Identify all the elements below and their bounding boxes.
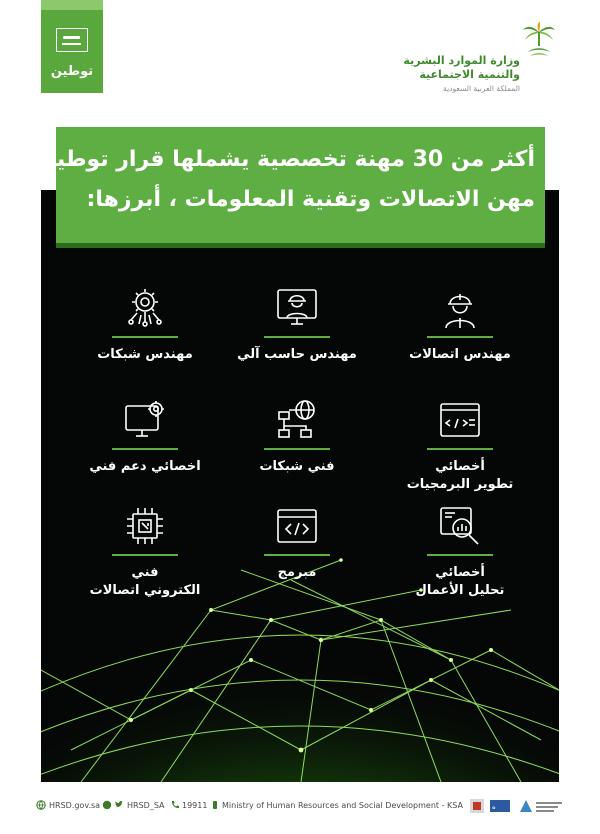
occupation-label: أخصائي xyxy=(435,459,485,474)
code-window-icon xyxy=(438,398,482,442)
footer-twitter[interactable]: HRSD_SA xyxy=(127,801,165,810)
partner-logos-icon xyxy=(468,796,564,818)
occupation-label: أخصائي xyxy=(435,565,485,580)
occupation-label: مهندس اتصالات xyxy=(409,347,511,362)
occupation-label: اخصائي دعم فني xyxy=(89,459,201,474)
engineer-helmet-icon xyxy=(438,286,482,330)
tawteen-tab xyxy=(41,0,103,93)
occupation-item xyxy=(212,286,382,364)
occupation-item xyxy=(375,286,545,364)
occupation-label-line2: الكتروني اتصالات xyxy=(89,583,201,598)
ministry-name-line2: والتنمية الاجتماعية xyxy=(419,68,520,81)
footer-ministry-name: Ministry of Human Resources and Social Development - KSA xyxy=(222,801,463,810)
saudi-flag-icon xyxy=(56,28,88,52)
palm-tree-icon xyxy=(522,22,556,62)
tab-top-strip xyxy=(41,0,103,10)
occupation-item xyxy=(375,504,545,600)
footer-website[interactable]: HRSD.gov.sa xyxy=(49,801,101,810)
network-globe-icon xyxy=(275,398,319,442)
occupation-item xyxy=(212,504,382,582)
occupation-label: مهندس حاسب آلي xyxy=(237,347,357,362)
twitter-icon xyxy=(114,800,124,810)
svg-text:ه: ه xyxy=(492,803,496,811)
occupation-label-line2: تطوير البرمجيات xyxy=(406,477,514,492)
social-icon xyxy=(102,800,112,810)
chip-circuit-icon xyxy=(123,504,167,548)
phone-icon xyxy=(210,800,220,810)
occupation-label: فني xyxy=(131,565,159,580)
headline-line1: أكثر من 30 مهنة تخصصية يشملها قرار توطين xyxy=(37,147,535,172)
globe-icon xyxy=(36,800,46,810)
programming-window-icon xyxy=(275,504,319,548)
tawteen-label: توطين xyxy=(50,64,94,79)
occupation-label: فني شبكات xyxy=(259,459,335,474)
ministry-name-line1: وزارة الموارد البشرية xyxy=(403,54,520,67)
headline-line2: مهن الاتصالات وتقنية المعلومات ، أبرزها: xyxy=(86,187,535,212)
occupation-item xyxy=(60,504,230,600)
ministry-logo xyxy=(403,22,560,94)
network-gear-icon xyxy=(123,286,167,330)
occupation-item xyxy=(60,398,230,476)
computer-engineer-icon xyxy=(275,286,319,330)
occupation-item xyxy=(212,398,382,476)
occupation-label: مبرمج xyxy=(277,565,317,580)
occupation-label: مهندس شبكات xyxy=(97,347,193,362)
occupation-item xyxy=(375,398,545,494)
kingdom-name: المملكة العربية السعودية xyxy=(443,84,520,93)
occupation-label-line2: تحليل الأعمال xyxy=(415,583,505,598)
support-monitor-gear-icon xyxy=(123,398,167,442)
analysis-magnifier-icon xyxy=(438,504,482,548)
occupation-item xyxy=(60,286,230,364)
footer-phone[interactable]: 19911 xyxy=(182,801,208,810)
headline-banner xyxy=(37,127,545,243)
phone-icon xyxy=(170,800,180,810)
footer xyxy=(36,796,564,818)
